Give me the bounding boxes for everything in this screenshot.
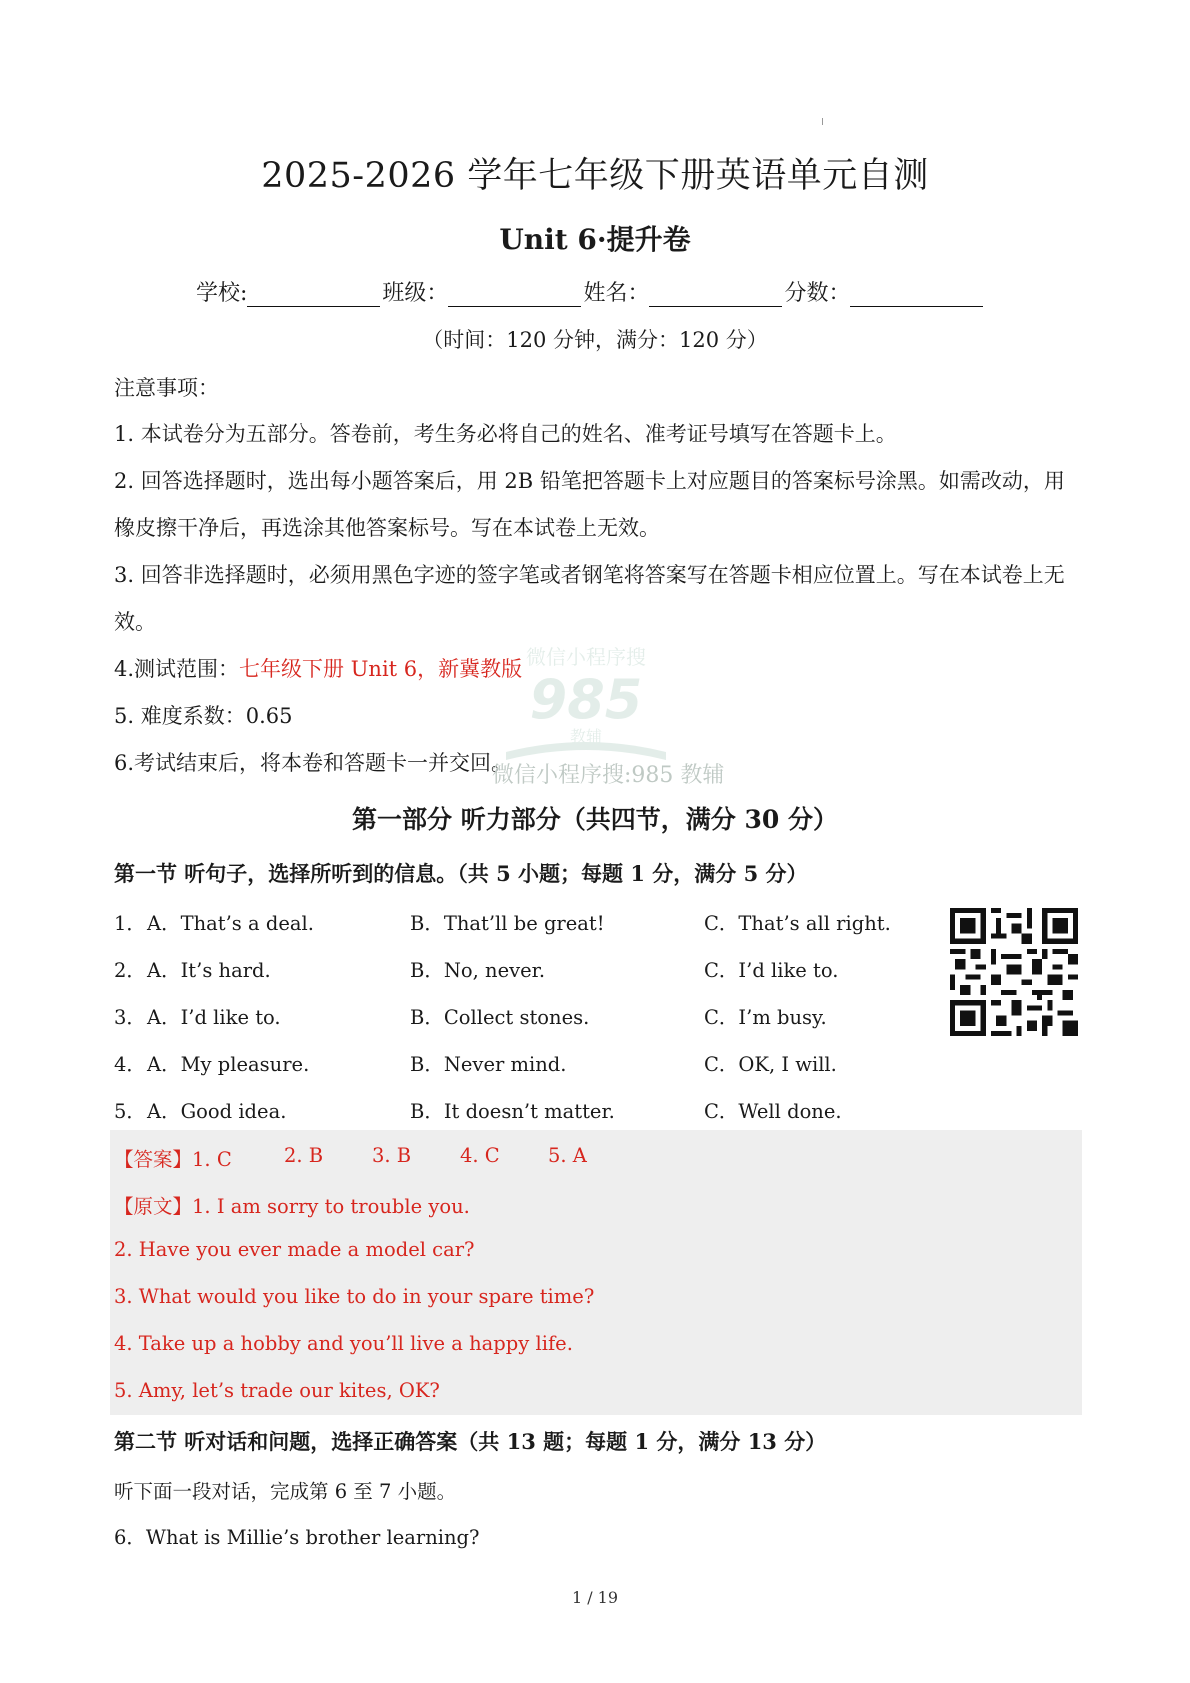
section2-title: 第二节 听对话和问题，选择正确答案（共 13 题；每题 1 分，满分 13 分） xyxy=(114,1429,827,1454)
option-b: B．It doesn’t matter. xyxy=(410,1100,615,1123)
answer-5: 5. A xyxy=(548,1144,587,1167)
note-1: 1. 本试卷分为五部分。答卷前，考生务必将自己的姓名、准考证号填写在答题卡上。 xyxy=(114,422,897,446)
school-blank xyxy=(247,281,380,307)
question-6: 6．What is Millie’s brother learning? xyxy=(114,1526,480,1549)
section2-intro: 听下面一段对话，完成第 6 至 7 小题。 xyxy=(114,1480,457,1503)
student-info-row xyxy=(196,276,985,307)
option-c: C．I’m busy. xyxy=(704,1006,827,1029)
option-a: A．My pleasure. xyxy=(147,1053,310,1076)
notes-heading: 注意事项： xyxy=(114,376,219,400)
option-a: A．Good idea. xyxy=(147,1100,287,1123)
question-number: 2． xyxy=(114,959,146,982)
name-label: 姓名： xyxy=(583,281,650,306)
transcript-tag: 【原文】 xyxy=(114,1195,193,1218)
transcript-3: 3. What would you like to do in your spare time? xyxy=(114,1285,595,1308)
name-blank xyxy=(649,281,782,307)
option-a: A．It’s hard. xyxy=(147,959,271,982)
option-b: B．No, never. xyxy=(410,959,546,982)
transcript-4: 4. Take up a hobby and you’ll live a happy life. xyxy=(114,1332,573,1355)
watermark-logo-top: 微信小程序搜 xyxy=(526,645,646,669)
section1-title: 第一节 听句子，选择所听到的信息。（共 5 小题；每题 1 分，满分 5 分） xyxy=(114,861,808,886)
option-c: C．OK, I will. xyxy=(704,1053,837,1076)
question-number: 4． xyxy=(114,1053,146,1076)
answer-3: 3. B xyxy=(372,1144,412,1167)
question-row xyxy=(114,908,944,938)
header-tick-mark xyxy=(822,118,823,125)
transcript-1: 1. I am sorry to trouble you. xyxy=(192,1195,470,1218)
transcript-line xyxy=(114,1191,470,1219)
note-2: 2. 回答选择题时，选出每小题答案后，用 2B 铅笔把答题卡上对应题目的答案标号涂黑。如需改动，用橡皮擦干净后，再选涂其他答案标号。写在本试卷上无效。 xyxy=(114,469,1065,540)
exam-subtitle: Unit 6·提升卷 xyxy=(499,223,691,256)
class-label: 班级： xyxy=(382,281,449,306)
question-row xyxy=(114,1096,944,1126)
qr-code-icon[interactable] xyxy=(950,908,1078,1036)
answer-1: 1. C xyxy=(192,1148,232,1171)
class-blank xyxy=(448,281,581,307)
time-info: （时间：120 分钟，满分：120 分） xyxy=(422,328,768,352)
answer-tag: 【答案】 xyxy=(114,1148,193,1171)
watermark-text: 微信小程序搜:985 教辅 xyxy=(492,763,725,788)
transcript-5: 5. Amy, let’s trade our kites, OK? xyxy=(114,1379,440,1402)
option-c: C．Well done. xyxy=(704,1100,842,1123)
exam-title: 2025-2026 学年七年级下册英语单元自测 xyxy=(261,156,929,196)
answer-4: 4. C xyxy=(460,1144,500,1167)
answer-box xyxy=(110,1130,1082,1415)
note-4-label: 4.测试范围： xyxy=(114,657,240,681)
answer-line xyxy=(114,1144,587,1172)
note-5: 5. 难度系数：0.65 xyxy=(114,704,293,728)
score-blank xyxy=(850,281,983,307)
question-row xyxy=(114,955,944,985)
note-3: 3. 回答非选择题时，必须用黑色字迹的签字笔或者钢笔将答案写在答题卡相应位置上。写在本试卷上无效。 xyxy=(114,563,1065,634)
option-b: B．Never mind. xyxy=(410,1053,567,1076)
test-scope: 七年级下册 Unit 6，新冀教版 xyxy=(239,657,523,681)
question-number: 1． xyxy=(114,912,146,935)
option-a: A．That’s a deal. xyxy=(147,912,314,935)
page-number: 1 / 19 xyxy=(571,1588,619,1607)
question-row xyxy=(114,1002,944,1032)
option-c: C．I’d like to. xyxy=(704,959,839,982)
part1-title: 第一部分 听力部分（共四节，满分 30 分） xyxy=(352,805,838,834)
question-row xyxy=(114,1049,944,1079)
score-label: 分数： xyxy=(784,281,851,306)
school-label: 学校: xyxy=(196,281,248,306)
watermark-logo-number: 985 xyxy=(529,668,643,731)
option-c: C．That’s all right. xyxy=(704,912,891,935)
option-b: B．Collect stones. xyxy=(410,1006,590,1029)
option-b: B．That’ll be great! xyxy=(410,912,605,935)
watermark-logo-sub: 教辅 xyxy=(569,727,603,746)
question-number: 5． xyxy=(114,1100,146,1123)
option-a: A．I’d like to. xyxy=(147,1006,281,1029)
note-6: 6.考试结束后，将本卷和答题卡一并交回。 xyxy=(114,751,513,775)
transcript-2: 2. Have you ever made a model car? xyxy=(114,1238,475,1261)
question-number: 3． xyxy=(114,1006,146,1029)
answer-2: 2. B xyxy=(284,1144,324,1167)
